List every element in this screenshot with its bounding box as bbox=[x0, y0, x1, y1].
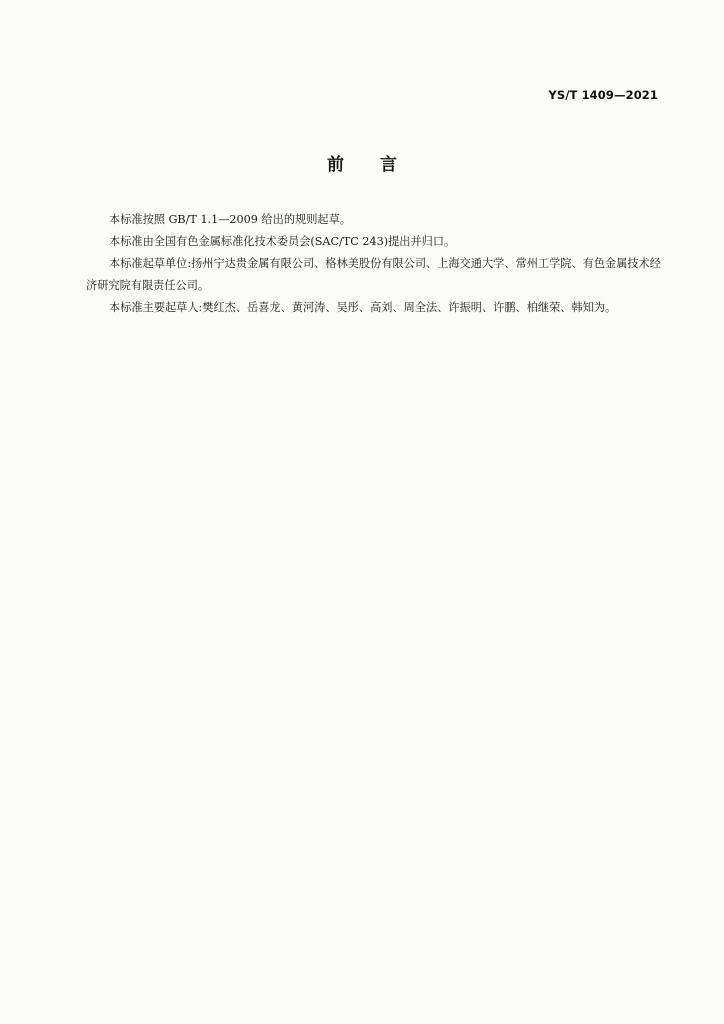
paragraph-proposer: 本标准由全国有色金属标准化技术委员会(SAC/TC 243)提出并归口。 bbox=[109, 235, 456, 248]
page-title bbox=[0, 150, 724, 175]
paragraph-drafters: 本标准主要起草人:樊红杰、岳喜龙、黄河涛、吴彤、高刘、周全法、许振明、许鹏、柏继荣、韩知为。 bbox=[109, 301, 617, 314]
paragraph-drafting-units: 本标准起草单位:扬州宁达贵金属有限公司、格林美股份有限公司、上海交通大学、常州工学院、有色金属技术经济研究院有限责任公司。 bbox=[86, 257, 661, 292]
standard-code: YS/T 1409—2021 bbox=[548, 88, 658, 102]
foreword-body bbox=[86, 209, 661, 319]
title-char-1: 前 bbox=[327, 155, 344, 175]
title-char-2: 言 bbox=[380, 155, 397, 175]
paragraph-drafting-rules: 本标准按照 GB/T 1.1—2009 给出的规则起草。 bbox=[109, 213, 351, 226]
